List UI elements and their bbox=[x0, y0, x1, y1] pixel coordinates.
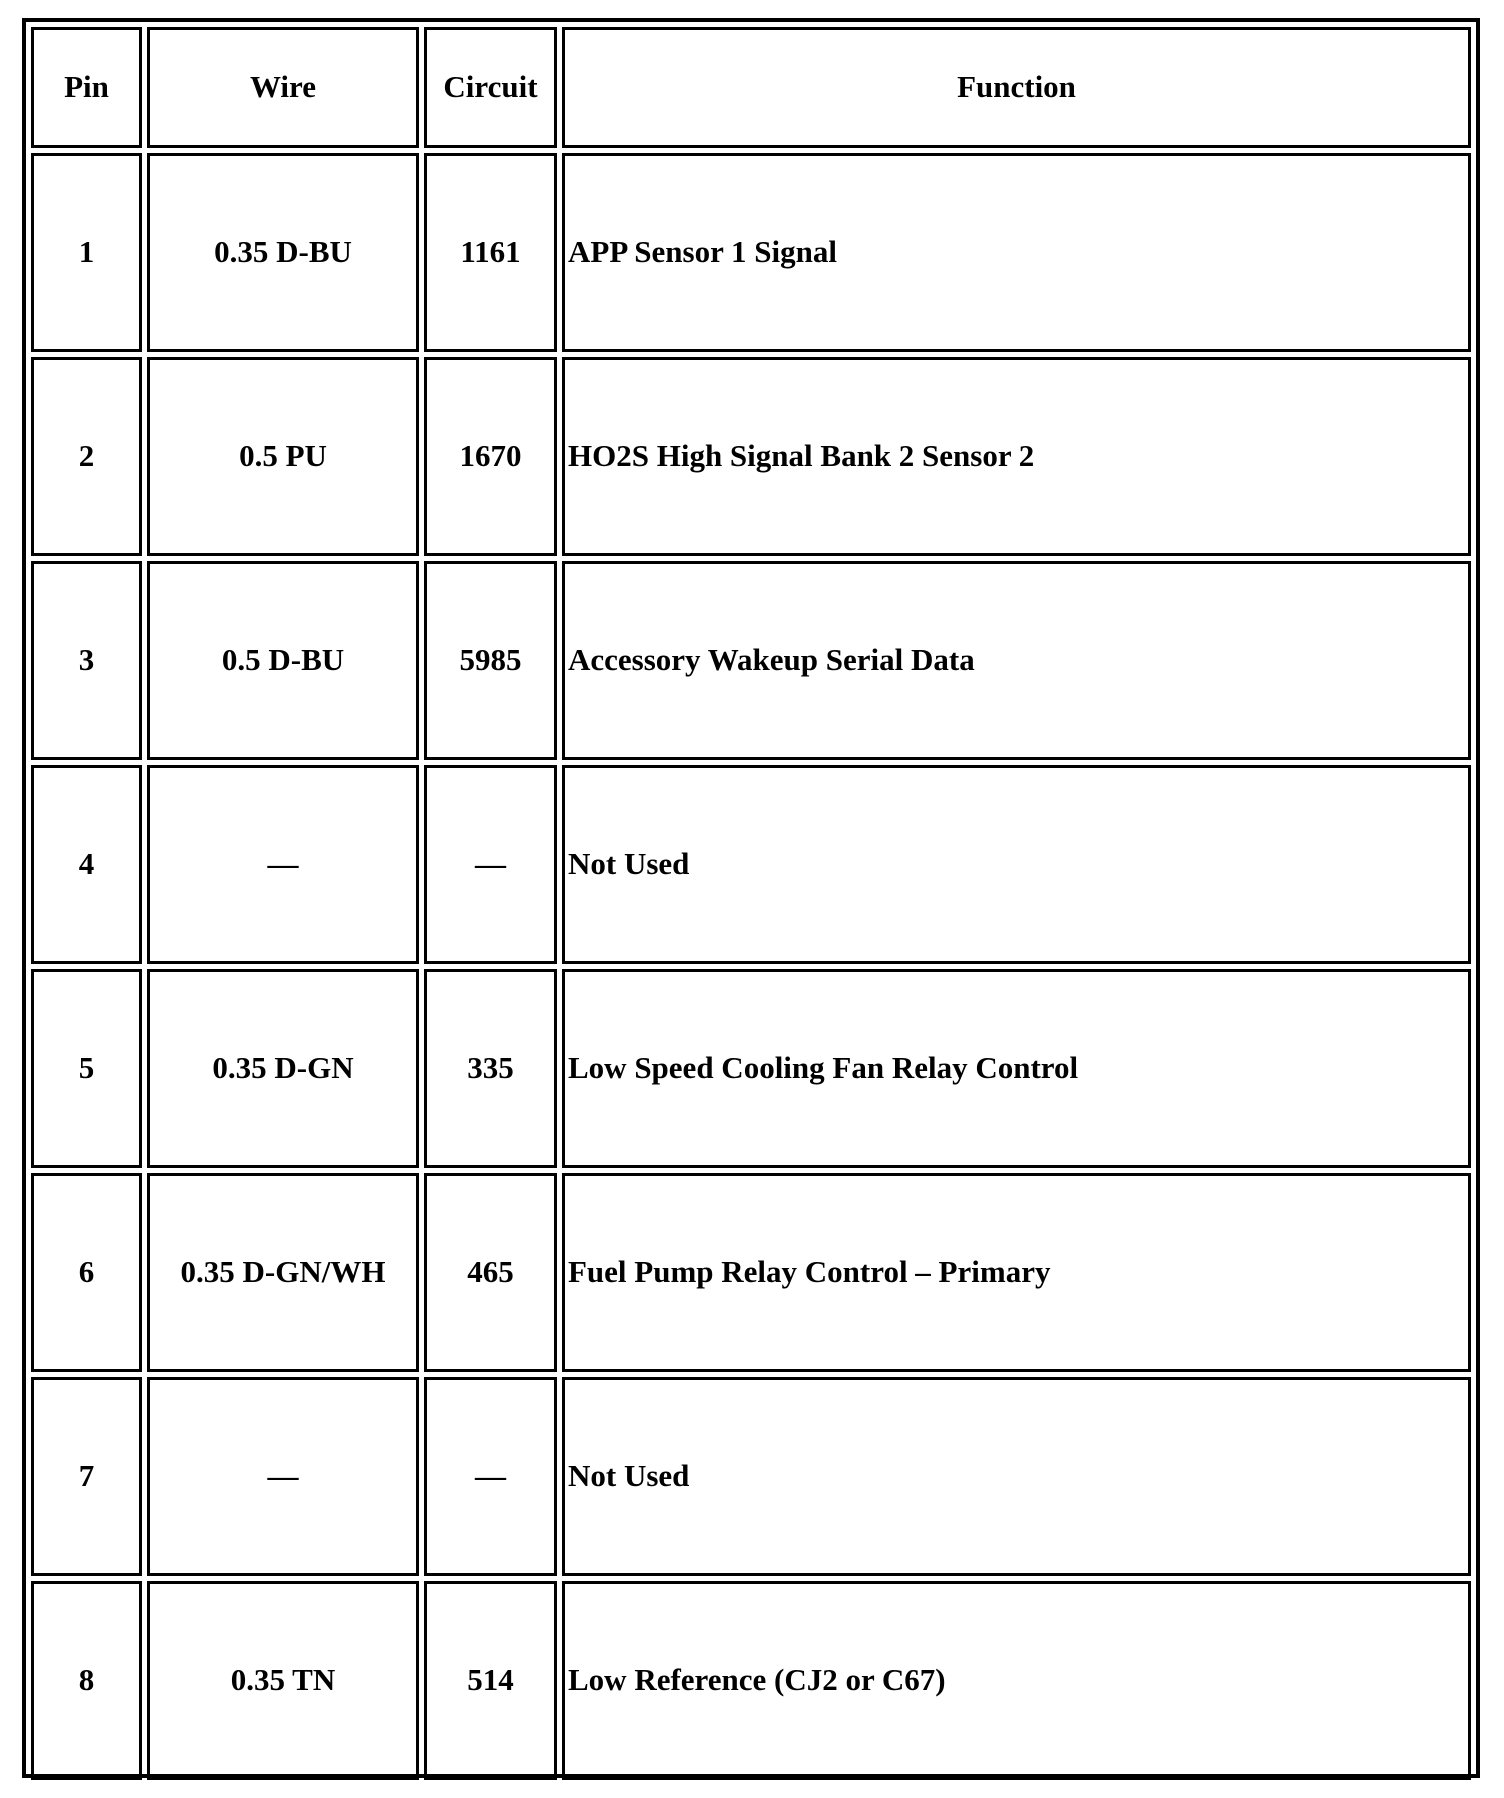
cell-circuit: 465 bbox=[424, 1173, 557, 1372]
cell-function: Accessory Wakeup Serial Data bbox=[562, 561, 1471, 760]
cell-wire: 0.35 TN bbox=[147, 1581, 419, 1780]
cell-wire: — bbox=[147, 1377, 419, 1576]
table-row bbox=[31, 765, 1471, 964]
table-row bbox=[31, 969, 1471, 1168]
cell-circuit: 1670 bbox=[424, 357, 557, 556]
connector-pinout-table bbox=[26, 22, 1476, 1785]
cell-function: Not Used bbox=[562, 1377, 1471, 1576]
cell-function: APP Sensor 1 Signal bbox=[562, 153, 1471, 352]
cell-function: Fuel Pump Relay Control – Primary bbox=[562, 1173, 1471, 1372]
cell-pin: 7 bbox=[31, 1377, 142, 1576]
cell-function: HO2S High Signal Bank 2 Sensor 2 bbox=[562, 357, 1471, 556]
cell-circuit: — bbox=[424, 1377, 557, 1576]
table-row bbox=[31, 1173, 1471, 1372]
table-header-row bbox=[31, 27, 1471, 148]
cell-pin: 4 bbox=[31, 765, 142, 964]
header-wire: Wire bbox=[147, 27, 419, 148]
table-row bbox=[31, 357, 1471, 556]
cell-circuit: 5985 bbox=[424, 561, 557, 760]
cell-wire: 0.35 D-GN bbox=[147, 969, 419, 1168]
cell-wire: — bbox=[147, 765, 419, 964]
cell-wire: 0.35 D-GN/WH bbox=[147, 1173, 419, 1372]
cell-function: Low Speed Cooling Fan Relay Control bbox=[562, 969, 1471, 1168]
table-row bbox=[31, 1581, 1471, 1780]
cell-pin: 5 bbox=[31, 969, 142, 1168]
header-pin: Pin bbox=[31, 27, 142, 148]
cell-circuit: — bbox=[424, 765, 557, 964]
cell-wire: 0.5 D-BU bbox=[147, 561, 419, 760]
header-function: Function bbox=[562, 27, 1471, 148]
table-row bbox=[31, 1377, 1471, 1576]
cell-pin: 8 bbox=[31, 1581, 142, 1780]
cell-function: Not Used bbox=[562, 765, 1471, 964]
cell-circuit: 514 bbox=[424, 1581, 557, 1780]
cell-pin: 6 bbox=[31, 1173, 142, 1372]
cell-wire: 0.5 PU bbox=[147, 357, 419, 556]
table-row bbox=[31, 153, 1471, 352]
cell-wire: 0.35 D-BU bbox=[147, 153, 419, 352]
connector-pinout-table-frame bbox=[22, 18, 1480, 1778]
cell-pin: 3 bbox=[31, 561, 142, 760]
table-row bbox=[31, 561, 1471, 760]
cell-circuit: 1161 bbox=[424, 153, 557, 352]
header-circuit: Circuit bbox=[424, 27, 557, 148]
cell-function: Low Reference (CJ2 or C67) bbox=[562, 1581, 1471, 1780]
cell-circuit: 335 bbox=[424, 969, 557, 1168]
cell-pin: 1 bbox=[31, 153, 142, 352]
cell-pin: 2 bbox=[31, 357, 142, 556]
